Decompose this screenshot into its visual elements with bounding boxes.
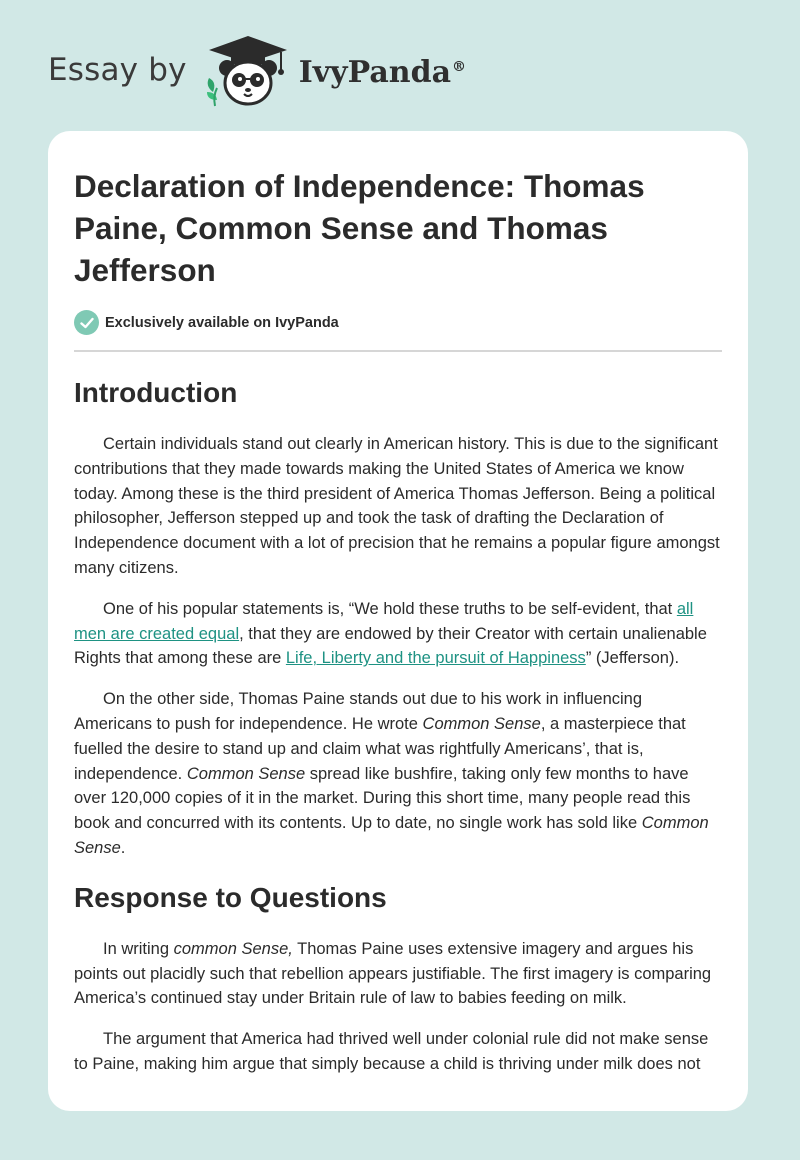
section-heading: Response to Questions	[74, 881, 387, 913]
emphasized-title: Common Sense	[186, 764, 306, 783]
brand-prefix: Essay by	[48, 52, 187, 88]
section-heading: Introduction	[74, 377, 238, 408]
section-body	[74, 432, 722, 861]
exclusive-badge-text: Exclusively available on IvyPanda	[105, 314, 339, 331]
section-body	[74, 937, 722, 1077]
brand-header	[48, 30, 466, 110]
emphasized-title: Common Sense	[74, 814, 709, 857]
paragraph: Certain individuals stand out clearly in American history. This is due to the significant contributions that they made towards making the United States of America we know today. Among these is the third president of America Thomas Jefferson. Being a political philosopher, Jefferson stepped up and took the task of drafting the Declaration of Independence document with a lot of precision that he remains a popular figure amongst many citizens.	[74, 435, 720, 577]
exclusive-badge	[74, 310, 722, 335]
paragraph: One of his popular statements is, “We hold these truths to be self-evident, that all men are created equal, that they are endowed by their Creator with certain unalienable Rights that among these are Life, Liberty and the pursuit of Happiness” (Jefferson).	[74, 599, 707, 668]
emphasized-title: common Sense,	[173, 939, 293, 958]
divider	[74, 350, 722, 352]
inline-link[interactable]: Life, Liberty and the pursuit of Happiness	[285, 649, 586, 668]
registered-mark: ®	[452, 58, 467, 75]
paragraph: In writing common Sense, Thomas Paine uses extensive imagery and argues his points out placidly such that rebellion appears justifiable. The first imagery is comparing America’s continued stay under Britain rule of law to babies feeding on milk.	[74, 939, 712, 1008]
inline-link[interactable]: all men are created equal	[74, 599, 694, 643]
section-introduction	[74, 376, 722, 861]
emphasized-title: Common Sense	[422, 714, 541, 733]
paragraph: On the other side, Thomas Paine stands out due to his work in influencing Americans to push for independence. He wrote Common Sense, a masterpiece that fuelled the desire to stand up and claim what was rightfully Americans’, that is, independence. Common Sense spread like bushfire, taking only few months to have over 120,000 copies of it in the market. During this short time, many people read this book and concurred with its contents. Up to date, no single work has sold like Common Sense.	[74, 690, 709, 857]
essay-title: Declaration of Independence: Thomas Paine, Common Sense and Thomas Jefferson	[74, 168, 645, 288]
essay-card	[48, 131, 748, 1111]
check-circle-icon	[74, 310, 99, 335]
paragraph: The argument that America had thrived well under colonial rule did not make sense to Paine, making him argue that simply because a child is thriving under milk does not	[74, 1030, 709, 1073]
section-response-to-questions	[74, 881, 722, 1077]
panda-graduate-logo-icon	[203, 30, 293, 110]
brand-name: IvyPanda®	[298, 54, 467, 90]
